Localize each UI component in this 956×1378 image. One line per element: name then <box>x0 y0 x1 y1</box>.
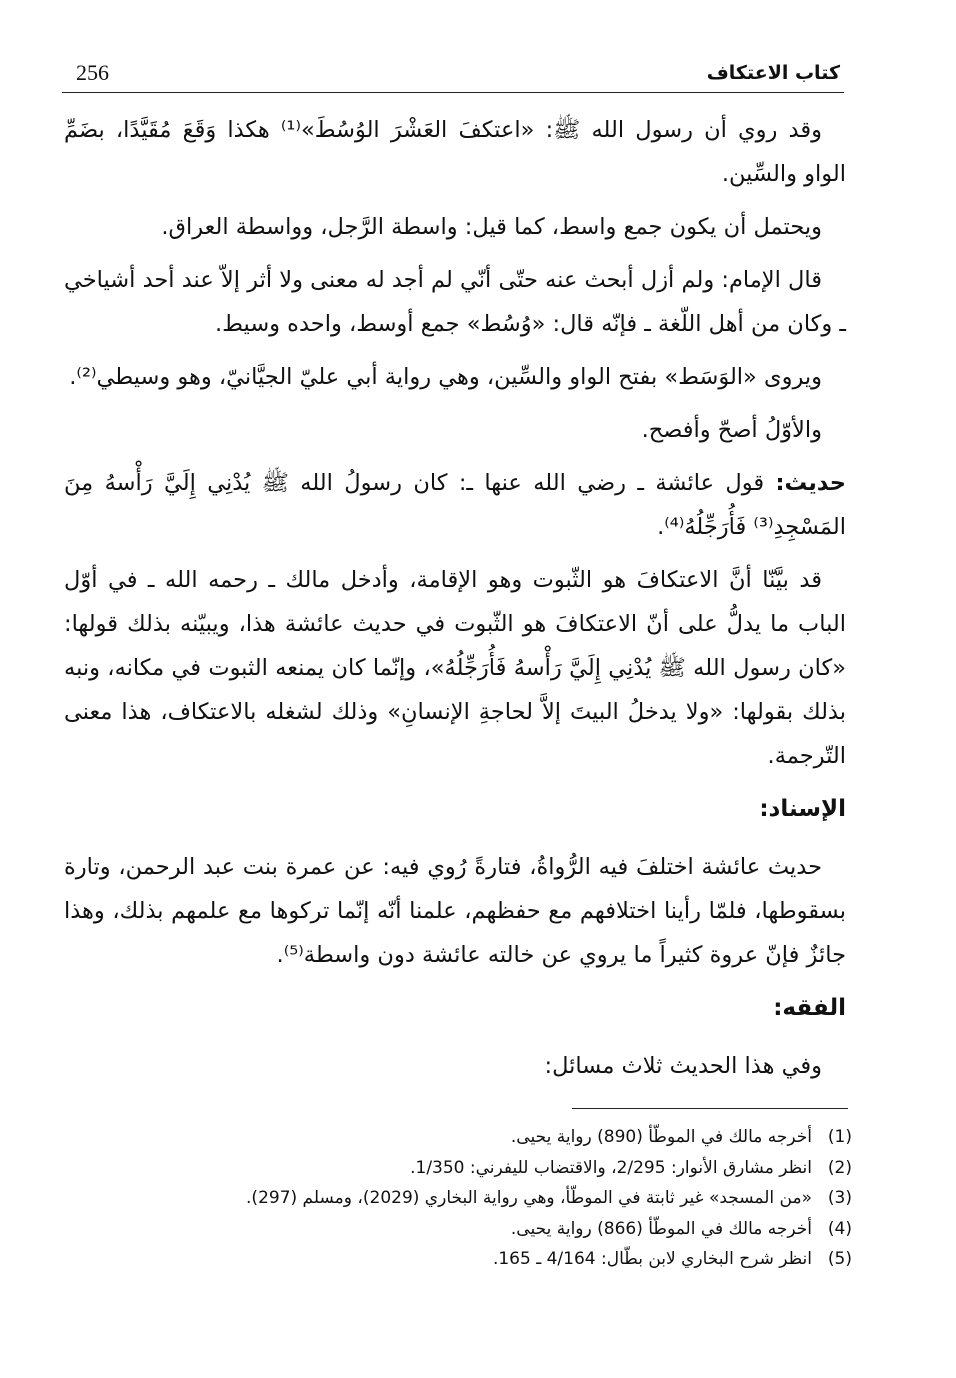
footnotes <box>64 1122 852 1275</box>
paragraph: قال الإمام: ولم أزل أبحث عنه حتّى أنّي لم أجد له معنى ولا أثر إلاّ عند أحد أشياخي ـ وكان من أهل اللّغة ـ فإنّه قال: «وُسُط» جمع أوسط، واحده وسيط. <box>64 267 846 337</box>
paragraph: ويروى «الوَسَط» بفتح الواو والسِّين، وهي رواية أبي عليّ الجيَّانيّ، وهو وسيطي⁽²⁾. <box>69 364 822 390</box>
footnote-text: أخرجه مالك في الموطّأ (890) رواية يحيى. <box>510 1127 812 1147</box>
footnote <box>64 1153 852 1184</box>
footnote <box>64 1183 852 1214</box>
footnote <box>64 1214 852 1245</box>
footnote-text: انظر شرح البخاري لابن بطّال: 4/164 ـ 165. <box>492 1249 812 1269</box>
paragraph: ويحتمل أن يكون جمع واسط، كما قيل: واسطة الرَّجل، وواسطة العراق. <box>161 214 822 240</box>
hadith-text: قول عائشة ـ رضي الله عنها ـ: كان رسولُ الله ﷺ يُدْنِي إِلَيَّ رَأْسهُ مِنَ المَسْجِدِ⁽³⁾ فَأُرَجِّلُهُ⁽⁴⁾. <box>64 470 846 540</box>
footnote-number: (4) <box>827 1218 852 1239</box>
footnote-number: (1) <box>827 1127 852 1147</box>
footnote <box>64 1244 852 1275</box>
hadith-paragraph <box>64 461 846 549</box>
footnote-text: انظر مشارق الأنوار: 2/295، والاقتضاب لليفرني: 1/350. <box>410 1157 812 1178</box>
paragraph: وقد روي أن رسول الله ﷺ: «اعتكفَ العَشْرَ الوُسُطَ»⁽¹⁾ هكذا وَقَعَ مُقَيَّدًا، بضَمِّ الواو والسِّين. <box>64 117 846 187</box>
main-text <box>64 108 846 1097</box>
page-number: 256 <box>76 60 109 85</box>
paragraph: حديث عائشة اختلفَ فيه الرُّواةُ، فتارةً رُوي فيه: عن عمرة بنت عبد الرحمن، وتارة بسقوطها، فلمّا رأينا اختلافهم مع حفظهم، علمنا أنّه إنّما تركوها مع علمهم بذلك، وهذا جائزٌ فإنّ عروة كثيراً ما يروي عن خالته عائشة دون واسطة⁽⁵⁾. <box>64 854 846 968</box>
footnote-number: (2) <box>827 1157 852 1178</box>
footnote-divider <box>572 1108 848 1109</box>
footnote <box>64 1122 852 1153</box>
section-heading-fiqh: الفقه: <box>773 995 846 1021</box>
footnote-text: «من المسجد» غير ثابتة في الموطّأ، وهي رواية البخاري (2029)، ومسلم (297). <box>246 1188 812 1208</box>
footnote-number: (5) <box>827 1249 852 1269</box>
paragraph: والأوّلُ أصحّ وأفصح. <box>641 417 822 443</box>
hadith-label: حديث: <box>775 470 846 496</box>
paragraph: وفي هذا الحديث ثلاث مسائل: <box>544 1053 822 1079</box>
paragraph: قد بيَّنّا أنَّ الاعتكافَ هو الثّبوت وهو الإقامة، وأدخل مالك ـ رحمه الله ـ في أوّل الباب ما يدلُّ على أنّ الاعتكافَ هو الثّبوت في حديث عائشة هذا، ويبيّنه بذلك قولها: «كان رسول الله ﷺ يُدْنِي إِلَيَّ رَأْسهُ فَأُرَجِّلُهُ»، وإنّما كان يمنعه الثبوت في مكانه، ونبه بذلك بقولها: «ولا يدخلُ البيتَ إلاَّ لحاجةِ الإنسانِ» وذلك لشغله بالاعتكاف، هذا معنى التّرجمة. <box>64 567 846 769</box>
footnote-text: أخرجه مالك في الموطّأ (866) رواية يحيى. <box>510 1218 812 1239</box>
footnote-number: (3) <box>827 1188 852 1208</box>
running-title: كتاب الاعتكاف <box>706 62 840 84</box>
section-heading-isnad: الإسناد: <box>759 796 846 822</box>
page-header <box>62 58 844 93</box>
